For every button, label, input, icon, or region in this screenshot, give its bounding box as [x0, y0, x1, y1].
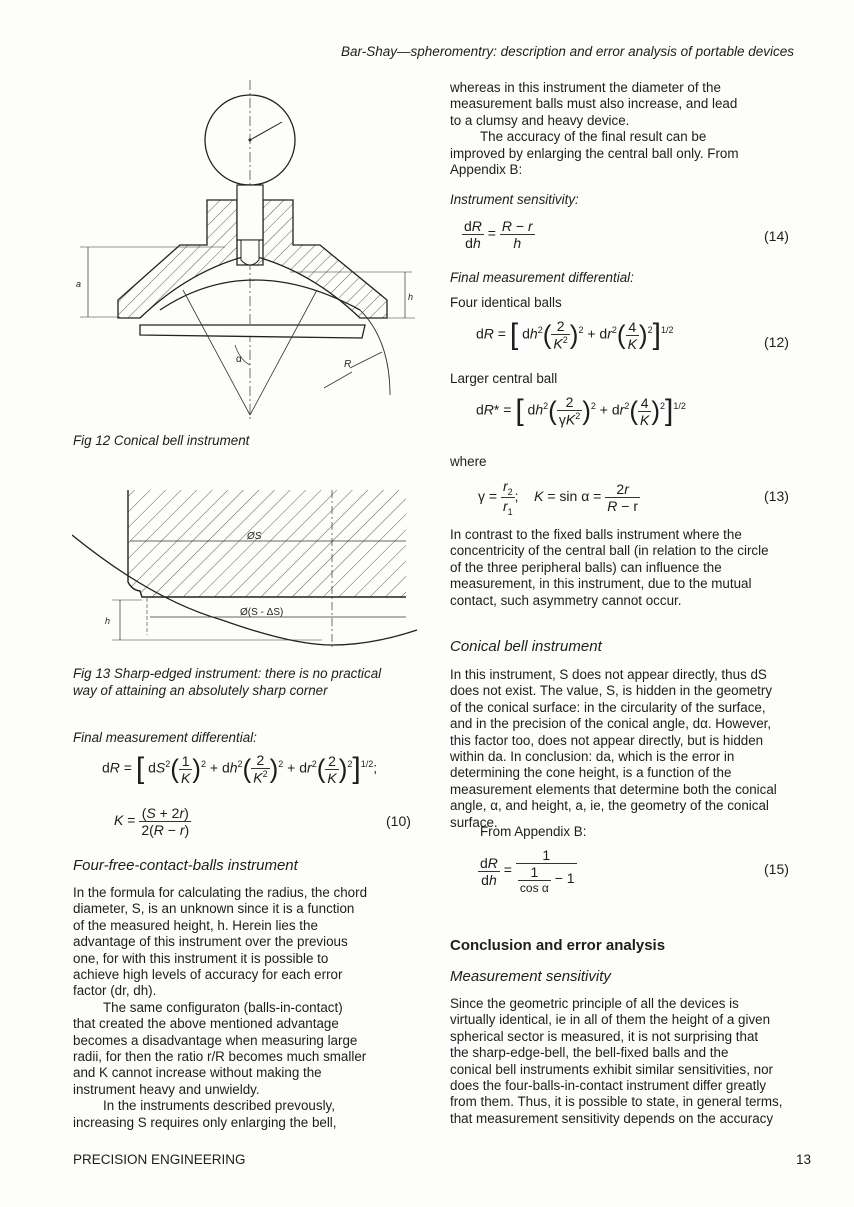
label-alpha: α — [236, 354, 242, 365]
text-line: instrument heavy and unwieldy. — [73, 1081, 260, 1097]
text-line: does not exist. The value, S, is hidden in the geometry — [450, 683, 773, 699]
equation-14: $\frac{dR}{dh}$ = $\frac{R - r}{h}$ — [464, 218, 533, 251]
text-line: of the conical surface: in the circularity of the surface, — [450, 699, 766, 715]
fig12-diagram — [60, 80, 440, 430]
left-body — [73, 885, 423, 1131]
label-S: ØS — [247, 531, 262, 542]
label-a: a — [76, 279, 82, 289]
eq15-number: (15) — [764, 861, 789, 877]
text-line: factor (dr, dh). — [73, 983, 157, 999]
text-line: from them. Thus, it is possible to state, in general terms, — [450, 1094, 783, 1110]
label-h13: h — [105, 616, 111, 626]
text-line: virtually identical, ie in all of them the height of a given — [450, 1012, 771, 1028]
larger-ball-label: Larger central ball — [450, 371, 558, 386]
fig12-caption: Fig 12 Conical bell instrument — [73, 433, 250, 448]
eq10-number: (10) — [386, 813, 411, 829]
label-h: h — [408, 292, 414, 302]
text-line: one, for with this instrument it is possible to — [73, 950, 329, 966]
section-conclusion: Conclusion and error analysis — [450, 937, 666, 954]
equation-10a: dR = [ $dS^2$( $\frac{1}{K}$ )$^2 + dh^2$( $\frac{2}{K^2}$ )$^2 + dr^2$( $\frac{2}{K}$ )$^2$]$^{1/2}$; — [102, 752, 378, 786]
text-line: this factor too, does not appear directly, but is hidden — [450, 732, 764, 748]
eq13-number: (13) — [764, 488, 789, 504]
running-head: Bar-Shay—spheromentry: description and error analysis of portable devices — [341, 44, 794, 59]
text-line: Since the geometric principle of all the devices is — [450, 996, 739, 1011]
text-line: radii, for then the ratio r/R becomes much smaller — [73, 1049, 367, 1065]
text-line: and K cannot increase without making the — [73, 1065, 322, 1081]
text-line: whereas in this instrument the diameter of the — [450, 80, 721, 95]
left-final-diff-label: Final measurement differential: — [73, 730, 257, 745]
page-number: 13 — [796, 1152, 812, 1167]
text-line: the sharp-edge-bell, the bell-fixed balls and the — [450, 1045, 729, 1061]
right-final-diff-label: Final measurement differential: — [450, 270, 634, 285]
text-line: determining the cone height, is a function of the — [450, 765, 732, 781]
text-line: measurement balls must also increase, and lead — [450, 96, 738, 112]
section-four-free-contact: Four-free-contact-balls instrument — [73, 857, 298, 874]
equation-12: dR = [ $dh^2$( $\frac{2}{K^2}$ )$^2 + dr^2$( $\frac{4}{K}$ )$^2$]$^{1/2}$ — [476, 318, 674, 352]
text-line: In the formula for calculating the radius, the chord — [73, 885, 368, 900]
footer-journal: PRECISION ENGINEERING — [73, 1152, 246, 1167]
text-line: In the instruments described prevously, — [103, 1098, 335, 1114]
equation-13: γ = $\frac{r_2}{r_1}$ ; K = sin α = $\frac{2r}{R - r}$ — [478, 478, 638, 517]
text-line: The accuracy of the final result can be — [480, 129, 707, 145]
text-line: concentricity of the central ball (in relation to the circle — [450, 543, 769, 559]
equation-15: $\frac{dR}{dh}$ = 1 $\frac{1}{\text{cos α}}$ − 1 — [480, 847, 575, 895]
text-line: within da. In conclusion: da, which is the error in — [450, 749, 735, 765]
sensitivity-label: Instrument sensitivity: — [450, 192, 579, 207]
text-line: diameter, S, is an unknown since it is a function — [73, 901, 355, 917]
text-line: measurement, in this instrument, due to the mutual — [450, 576, 752, 592]
text-line: spherical sector is measured, it is not surprising that — [450, 1028, 759, 1044]
text-line: The same configuraton (balls-in-contact) — [103, 999, 343, 1015]
text-line: achieve high levels of accuracy for each error — [73, 967, 343, 983]
equation-12-star: dR* = [ $dh^2$( $\frac{2}{\gamma K^2}$ )$^2 + dr^2$( $\frac{4}{K}$ )$^2$]$^{1/2}$ — [476, 394, 686, 428]
para-conical — [450, 667, 820, 831]
label-R: R — [344, 359, 352, 370]
text-line: angle, α, and height, a, ie, the geometry of the conical — [450, 798, 769, 814]
text-line: Appendix B: — [450, 162, 523, 178]
text-line: improved by enlarging the central ball only. From — [450, 145, 739, 161]
text-line: that measurement sensitivity depends on the accuracy — [450, 1110, 774, 1126]
text-line: surface. — [450, 814, 498, 830]
text-line: of the three peripheral balls) can influence the — [450, 559, 722, 575]
label-S-minus-dS: Ø(S - ΔS) — [240, 607, 284, 618]
text-line: of the measured height, h. Herein lies the — [73, 917, 318, 933]
from-appendix-b: From Appendix B: — [480, 824, 587, 839]
text-line: becomes a disadvantage when measuring large — [73, 1032, 358, 1048]
text-line: that created the above mentioned advantage — [73, 1016, 339, 1032]
text-line: to a clumsy and heavy device. — [450, 112, 630, 128]
text-line: In contrast to the fixed balls instrument where the — [450, 527, 742, 542]
eq12-number: (12) — [764, 334, 789, 350]
right-top-text — [450, 80, 820, 178]
para-contrast — [450, 527, 820, 609]
four-balls-label: Four identical balls — [450, 295, 562, 310]
dial-needle — [250, 122, 282, 140]
text-line: advantage of this instrument over the previous — [73, 934, 348, 950]
text-line: measurement elements that determine both the conical — [450, 781, 777, 797]
gauge-stem — [237, 185, 263, 240]
text-line: In this instrument, S does not appear directly, thus dS — [450, 667, 767, 682]
text-line: contact, such asymmetry cannot occur. — [450, 592, 682, 608]
text-line: and in the precision of the conical angle, dα. However, — [450, 716, 772, 732]
text-line: increasing S requires only enlarging the bell, — [73, 1114, 337, 1130]
para-since — [450, 996, 820, 1127]
subsection-measurement-sensitivity: Measurement sensitivity — [450, 968, 611, 985]
fig13-diagram — [72, 490, 422, 650]
text-line: does the four-balls-in-contact instrument differ greatly — [450, 1078, 767, 1094]
section-conical-bell: Conical bell instrument — [450, 638, 602, 655]
text-line: conical bell instruments exhibit similar sensitivities, nor — [450, 1061, 773, 1077]
where-label: where — [450, 454, 487, 469]
eq14-number: (14) — [764, 228, 789, 244]
equation-10b: K = $\frac{(S + 2r)}{2(R - r)}$ — [114, 805, 190, 838]
fig13-caption: Fig 13 Sharp-edged instrument: there is no practical way of attaining an absolutely sharp corner — [73, 666, 382, 698]
workpiece-base — [140, 325, 365, 338]
